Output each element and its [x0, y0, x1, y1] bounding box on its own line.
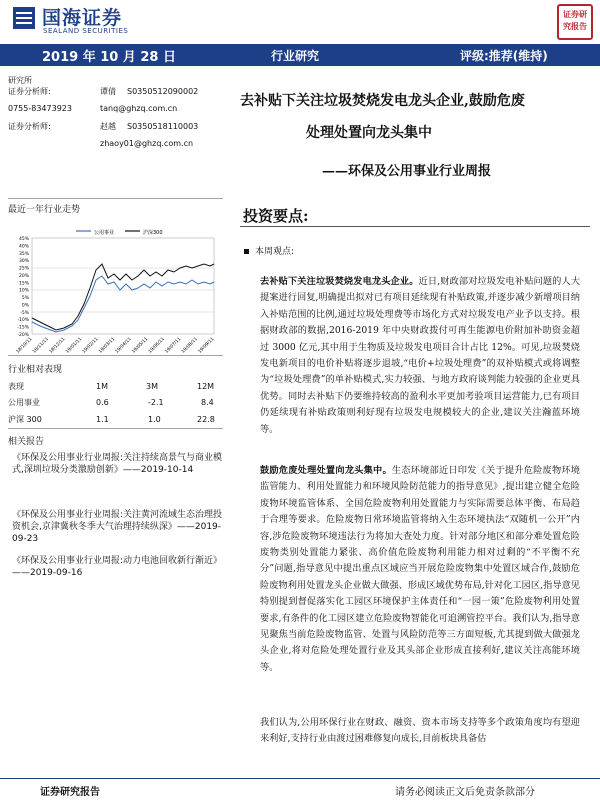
- y-tick-label: -10%: [17, 318, 29, 324]
- x-tick-label: 19/02/11: [81, 336, 100, 355]
- y-tick-label: -5%: [20, 310, 29, 316]
- related-report[interactable]: [12, 555, 224, 579]
- legend-utility: 公用事业: [94, 230, 115, 236]
- y-tick-label: 0%: [21, 303, 29, 309]
- footer-right: 请务必阅读正文后免责条款部分: [395, 787, 535, 798]
- paragraph-msw: [260, 274, 580, 438]
- perf-title: 行业相对表现: [8, 365, 63, 375]
- x-tick-label: 18/12/11: [48, 336, 67, 355]
- related-report-date: 2019-09-23: [12, 522, 222, 544]
- seal-text: 证券研究报告: [563, 10, 587, 31]
- perf-header-0: 表现: [8, 382, 24, 391]
- report-title-line2: 处理处置向龙头集中: [306, 125, 432, 141]
- report-rating: 评级:推荐(维持): [460, 49, 548, 63]
- y-tick-label: 5%: [21, 296, 29, 302]
- x-tick-label: 18/11/11: [32, 336, 50, 355]
- perf-divider: [8, 355, 223, 356]
- y-tick-label: -20%: [17, 333, 29, 338]
- analyst-email[interactable]: tanq@ghzq.com.cn: [100, 104, 178, 113]
- analyst-license: S0350512090002: [127, 87, 199, 96]
- analyst-name: 赵越: [100, 122, 116, 131]
- perf-cell: 1.1: [96, 415, 109, 424]
- related-report-title: 《环保及公用事业行业周报:关注持续高景气与商业模式,深圳垃圾分类激励创新》——: [12, 453, 223, 475]
- y-tick-label: 10%: [18, 288, 29, 294]
- related-report-title: 《环保及公用事业行业周报:关注黄河流域生态治理投资机会,京津冀秋冬季大气治理持续纵深》——: [12, 510, 223, 532]
- related-title: 相关报告: [8, 437, 45, 447]
- related-report-date: 2019-09-16: [30, 568, 83, 578]
- y-tick-label: -15%: [17, 325, 29, 331]
- related-report[interactable]: [12, 509, 224, 545]
- report-category: 行业研究: [271, 49, 320, 63]
- x-tick-label: 19/07/11: [164, 336, 183, 355]
- seal-stamp: [557, 4, 593, 40]
- x-tick-label: 19/03/11: [98, 336, 117, 355]
- footer-divider: [0, 778, 600, 779]
- perf-cell: 0.6: [96, 398, 109, 407]
- x-tick-label: 19/01/11: [65, 336, 84, 355]
- paragraph-body: 近日,财政部对垃圾发电补贴问题的人大提案进行回复,明确提出拟对已有项目延续现有补贴政策,并逐步减少新增项目纳入补贴范围的比例,通过垃圾处理费等市场化方式对垃圾发电产业予以支持。根据财政部的数据,2016-2019 年中央财政拨付可再生能源电价附加补助资金超过 3000 亿元,其中用于生物质及垃圾发电项目合计占比 12%。可见,垃圾焚烧发电新项目的电价补贴将逐步退坡,“电价+垃圾处理费”的双补贴模式或将调整为“垃圾处理费”的单补贴模式,实力较强、与地方政府谈判能力较强的企业更具优势。同时去补贴下仍要维持较高的盈利水平更加考验项目运营能力,已有项目仍延续现有补贴政策则利好现有垃圾发电规模较大的企业,建议关注瀚蓝环境等。: [260, 276, 581, 435]
- y-tick-label: 20%: [18, 273, 29, 279]
- y-tick-label: 15%: [18, 281, 29, 287]
- key-points-heading: 投资要点:: [243, 207, 309, 225]
- square-bullet-icon: [244, 249, 249, 254]
- perf-header-1: 1M: [96, 382, 108, 391]
- x-tick-label: 19/05/11: [131, 336, 150, 355]
- logo-english: SEALAND SECURITIES: [43, 27, 129, 35]
- x-tick-label: 19/08/11: [181, 336, 199, 355]
- paragraph-lead: 鼓励危废处理处置向龙头集中。: [260, 465, 392, 476]
- perf-cell: 公用事业: [8, 398, 40, 407]
- logo-icon: [12, 6, 36, 30]
- trend-chart: [8, 218, 223, 358]
- trend-title: 最近一年行业走势: [8, 205, 81, 215]
- related-report-date: 2019-10-14: [140, 465, 194, 475]
- paragraph-body: 我们认为,公用环保行业在财政、融资、资本市场支持等多个政策角度均有望迎来利好,支持行业由渡过困难修复向成长,目前板块具备估: [260, 717, 580, 745]
- related-divider: [8, 428, 223, 429]
- report-title-line1: 去补贴下关注垃圾焚烧发电龙头企业,鼓励危废: [240, 93, 525, 109]
- perf-cell: 22.8: [197, 415, 215, 424]
- paragraph-lead: 去补贴下关注垃圾焚烧发电龙头企业。: [260, 276, 419, 287]
- perf-cell: 1.0: [148, 415, 161, 424]
- y-tick-label: 40%: [18, 244, 29, 250]
- analyst-role: 证券分析师:: [8, 87, 51, 96]
- section-label: 研究所: [8, 76, 32, 85]
- perf-cell: 沪深 300: [8, 415, 42, 424]
- analyst-role: 证券分析师:: [8, 122, 51, 131]
- x-tick-label: 19/04/11: [114, 336, 133, 355]
- analyst-email[interactable]: zhaoy01@ghzq.com.cn: [100, 139, 194, 148]
- x-tick-label: 19/06/11: [147, 336, 166, 355]
- perf-header-3: 12M: [197, 382, 215, 391]
- x-tick-label: 18/10/11: [15, 336, 34, 355]
- paragraph-body: 生态环境部近日印发《关于提升危险废物环境监管能力、利用处置能力和环境风险防范能力的指导意见》,提出建立健全危险废物环境监管体系、全国危险废物利用处置能力与实际需要总体平衡、布局趋于合理等要求。危险废物日常环境监管将纳入生态环境执法“双随机一公开”内容,涉危险废物环境违法行为将加大查处力度。针对部分地区和部分难处置危险废物类别处置能力紧张、高价值危险废物利用能力相对过剩的“不平衡不充分”问题,指导意见中提出重点区域应当开展危险废物集中处置区域合作,鼓励危险废物利用处置龙头企业做大做强、形成区域优势布局,针对化工园区,指导意见特别提到督促落实化工园区环境保护主体责任和“一园一策”危险废物利用处置要求,有条件的化工园区建立危险废物智能化可追溯管控平台。我们认为,指导意见聚焦当前危险废物监管、处置与风险防范等三方面短板,尤其提到做大做强龙头企业,将对危险处理处置行业及其头部企业形成直接利好,建议关注高能环境等。: [260, 465, 580, 673]
- paragraph-conclusion: [260, 715, 580, 748]
- paragraph-hazardous: [260, 463, 580, 676]
- analyst-phone: 0755-83473923: [8, 104, 72, 113]
- perf-cell: 8.4: [201, 398, 214, 407]
- analyst-license: S0350518110003: [127, 122, 199, 131]
- trend-divider: [8, 198, 223, 199]
- logo-text: 国海证券: [42, 7, 123, 29]
- footer-left: 证券研究报告: [40, 787, 100, 798]
- perf-header-2: 3M: [146, 382, 158, 391]
- related-report-title: 《环保及公用事业行业周报:动力电池回收新行渐近》——: [12, 556, 223, 578]
- x-tick-label: 19/09/11: [197, 336, 216, 355]
- perf-cell: -2.1: [148, 398, 164, 407]
- report-subtitle: ——环保及公用事业行业周报: [322, 164, 492, 179]
- analyst-name: 谭倩: [100, 87, 116, 96]
- y-tick-label: 45%: [18, 237, 29, 242]
- y-tick-label: 25%: [18, 266, 29, 272]
- y-tick-label: 35%: [18, 251, 29, 257]
- report-date: 2019 年 10 月 28 日: [42, 50, 176, 65]
- related-report[interactable]: [12, 452, 224, 476]
- bullet-row: [244, 244, 294, 257]
- legend-hs300: 沪深300: [143, 230, 163, 236]
- bullet-label: 本周观点:: [255, 247, 295, 257]
- y-tick-label: 30%: [18, 259, 29, 265]
- main-divider: [240, 226, 590, 227]
